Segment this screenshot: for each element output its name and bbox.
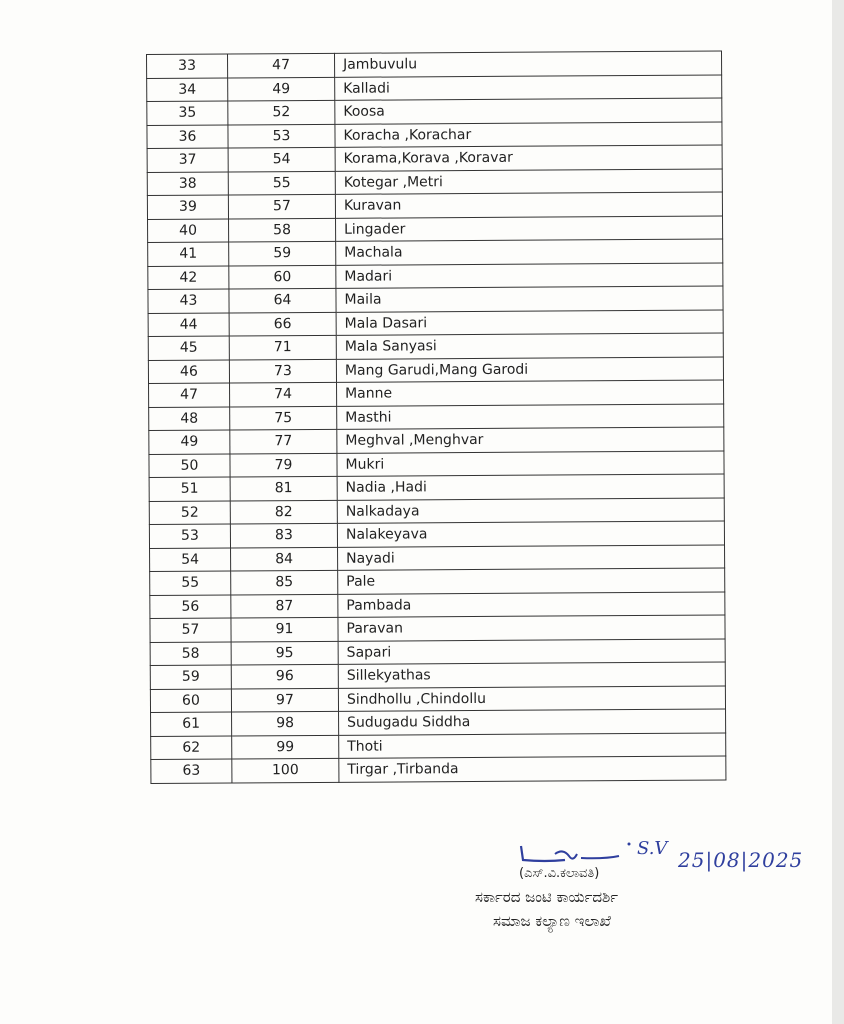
serial-number-cell: 61 bbox=[151, 712, 232, 736]
caste-name-cell: Nalkadaya bbox=[337, 497, 724, 523]
serial-number-cell: 39 bbox=[147, 195, 228, 219]
table-row bbox=[151, 709, 726, 736]
serial-number-cell: 33 bbox=[147, 54, 228, 78]
table-row bbox=[150, 544, 725, 571]
code-number-cell: 85 bbox=[231, 570, 338, 594]
serial-number-cell: 53 bbox=[149, 524, 230, 548]
serial-number-cell: 49 bbox=[149, 430, 230, 454]
code-number-cell: 98 bbox=[232, 711, 339, 735]
code-number-cell: 84 bbox=[231, 547, 338, 571]
table-row bbox=[147, 74, 722, 101]
serial-number-cell: 41 bbox=[148, 242, 229, 266]
table-row bbox=[149, 450, 724, 477]
table-row bbox=[148, 262, 723, 289]
table-row bbox=[150, 615, 725, 642]
signatory-designation: ಸರ್ಕಾರದ ಜಂಟಿ ಕಾರ್ಯದರ್ಶಿ bbox=[475, 888, 619, 906]
caste-name-cell: Nayadi bbox=[338, 544, 725, 570]
serial-number-cell: 59 bbox=[150, 665, 231, 689]
table-row bbox=[150, 685, 725, 712]
table-row bbox=[149, 380, 724, 407]
caste-name-cell: Koosa bbox=[335, 98, 722, 124]
serial-number-cell: 47 bbox=[149, 383, 230, 407]
table-row bbox=[149, 474, 724, 501]
serial-number-cell: 55 bbox=[150, 571, 231, 595]
page-edge bbox=[832, 0, 844, 1024]
caste-name-cell: Koracha ,Korachar bbox=[335, 121, 722, 147]
signature-initials: S.V bbox=[637, 838, 668, 859]
table-row bbox=[148, 215, 723, 242]
table-row bbox=[148, 333, 723, 360]
table-row bbox=[148, 286, 723, 313]
code-number-cell: 77 bbox=[230, 429, 337, 453]
code-number-cell: 75 bbox=[230, 406, 337, 430]
caste-name-cell: Sudugadu Siddha bbox=[339, 709, 726, 735]
table-row bbox=[147, 121, 722, 148]
serial-number-cell: 38 bbox=[147, 171, 228, 195]
table-row bbox=[149, 497, 724, 524]
code-number-cell: 81 bbox=[230, 476, 337, 500]
caste-name-cell: Sillekyathas bbox=[338, 662, 725, 688]
table-row bbox=[150, 591, 725, 618]
signature-date: 25|08|2025 bbox=[678, 848, 804, 872]
code-number-cell: 47 bbox=[228, 53, 335, 77]
code-number-cell: 58 bbox=[229, 218, 336, 242]
table-row bbox=[149, 403, 724, 430]
table-row bbox=[149, 427, 724, 454]
caste-name-cell: Kuravan bbox=[335, 192, 722, 218]
caste-name-cell: Pale bbox=[338, 568, 725, 594]
caste-name-cell: Mala Sanyasi bbox=[336, 333, 723, 359]
table-row bbox=[151, 756, 726, 783]
caste-name-cell: Paravan bbox=[338, 615, 725, 641]
code-number-cell: 95 bbox=[231, 641, 338, 665]
signatory-name: (ಎಸ್.ವಿ.ಕಲಾವತಿ) bbox=[519, 866, 600, 881]
table-row bbox=[148, 239, 723, 266]
signature-block bbox=[475, 838, 835, 948]
code-number-cell: 49 bbox=[228, 77, 335, 101]
serial-number-cell: 45 bbox=[148, 336, 229, 360]
code-number-cell: 71 bbox=[229, 335, 336, 359]
code-number-cell: 52 bbox=[228, 100, 335, 124]
table-row bbox=[147, 145, 722, 172]
caste-list-table bbox=[146, 50, 726, 783]
code-number-cell: 59 bbox=[229, 241, 336, 265]
table-row bbox=[147, 192, 722, 219]
code-number-cell: 53 bbox=[228, 124, 335, 148]
caste-name-cell: Pambada bbox=[338, 591, 725, 617]
signatory-department: ಸಮಾಜ ಕಲ್ಯಾಣ ಇಲಾಖೆ bbox=[493, 912, 611, 930]
handwritten-signature bbox=[515, 838, 685, 868]
serial-number-cell: 36 bbox=[147, 125, 228, 149]
code-number-cell: 73 bbox=[229, 359, 336, 383]
caste-name-cell: Korama,Korava ,Koravar bbox=[335, 145, 722, 171]
code-number-cell: 83 bbox=[230, 523, 337, 547]
table-row bbox=[149, 521, 724, 548]
table-row bbox=[150, 662, 725, 689]
caste-name-cell: Mukri bbox=[337, 450, 724, 476]
serial-number-cell: 62 bbox=[151, 735, 232, 759]
serial-number-cell: 52 bbox=[149, 500, 230, 524]
serial-number-cell: 48 bbox=[149, 406, 230, 430]
code-number-cell: 55 bbox=[228, 171, 335, 195]
table-row bbox=[150, 638, 725, 665]
table-row bbox=[151, 732, 726, 759]
code-number-cell: 82 bbox=[230, 500, 337, 524]
serial-number-cell: 43 bbox=[148, 289, 229, 313]
caste-name-cell: Sapari bbox=[338, 638, 725, 664]
table-row bbox=[147, 98, 722, 125]
code-number-cell: 99 bbox=[232, 735, 339, 759]
caste-name-cell: Nalakeyava bbox=[337, 521, 724, 547]
table-body bbox=[147, 51, 726, 783]
serial-number-cell: 57 bbox=[150, 618, 231, 642]
serial-number-cell: 51 bbox=[149, 477, 230, 501]
caste-name-cell: Nadia ,Hadi bbox=[337, 474, 724, 500]
caste-name-cell: Kalladi bbox=[335, 74, 722, 100]
caste-name-cell: Meghval ,Menghvar bbox=[337, 427, 724, 453]
caste-name-cell: Mala Dasari bbox=[336, 309, 723, 335]
serial-number-cell: 58 bbox=[150, 641, 231, 665]
code-number-cell: 60 bbox=[229, 265, 336, 289]
table-row bbox=[150, 568, 725, 595]
code-number-cell: 64 bbox=[229, 288, 336, 312]
code-number-cell: 96 bbox=[231, 664, 338, 688]
code-number-cell: 87 bbox=[231, 594, 338, 618]
code-number-cell: 66 bbox=[229, 312, 336, 336]
serial-number-cell: 60 bbox=[150, 688, 231, 712]
serial-number-cell: 46 bbox=[148, 359, 229, 383]
table-row bbox=[148, 356, 723, 383]
code-number-cell: 57 bbox=[228, 194, 335, 218]
serial-number-cell: 37 bbox=[147, 148, 228, 172]
caste-name-cell: Manne bbox=[337, 380, 724, 406]
code-number-cell: 54 bbox=[228, 147, 335, 171]
serial-number-cell: 35 bbox=[147, 101, 228, 125]
caste-name-cell: Kotegar ,Metri bbox=[335, 168, 722, 194]
caste-name-cell: Tirgar ,Tirbanda bbox=[339, 756, 726, 782]
caste-name-cell: Sindhollu ,Chindollu bbox=[338, 685, 725, 711]
caste-name-cell: Madari bbox=[336, 262, 723, 288]
serial-number-cell: 56 bbox=[150, 594, 231, 618]
serial-number-cell: 34 bbox=[147, 78, 228, 102]
serial-number-cell: 63 bbox=[151, 759, 232, 783]
serial-number-cell: 44 bbox=[148, 312, 229, 336]
caste-name-cell: Maila bbox=[336, 286, 723, 312]
caste-name-cell: Lingader bbox=[336, 215, 723, 241]
code-number-cell: 74 bbox=[230, 382, 337, 406]
serial-number-cell: 40 bbox=[148, 218, 229, 242]
table-row bbox=[147, 51, 722, 78]
serial-number-cell: 54 bbox=[150, 547, 231, 571]
serial-number-cell: 42 bbox=[148, 265, 229, 289]
serial-number-cell: 50 bbox=[149, 453, 230, 477]
code-number-cell: 97 bbox=[231, 688, 338, 712]
table-row bbox=[147, 168, 722, 195]
table-row bbox=[148, 309, 723, 336]
code-number-cell: 100 bbox=[232, 758, 339, 782]
caste-name-cell: Jambuvulu bbox=[334, 51, 721, 77]
caste-name-cell: Machala bbox=[336, 239, 723, 265]
caste-name-cell: Masthi bbox=[337, 403, 724, 429]
code-number-cell: 79 bbox=[230, 453, 337, 477]
caste-name-cell: Mang Garudi,Mang Garodi bbox=[336, 356, 723, 382]
code-number-cell: 91 bbox=[231, 617, 338, 641]
caste-name-cell: Thoti bbox=[339, 732, 726, 758]
